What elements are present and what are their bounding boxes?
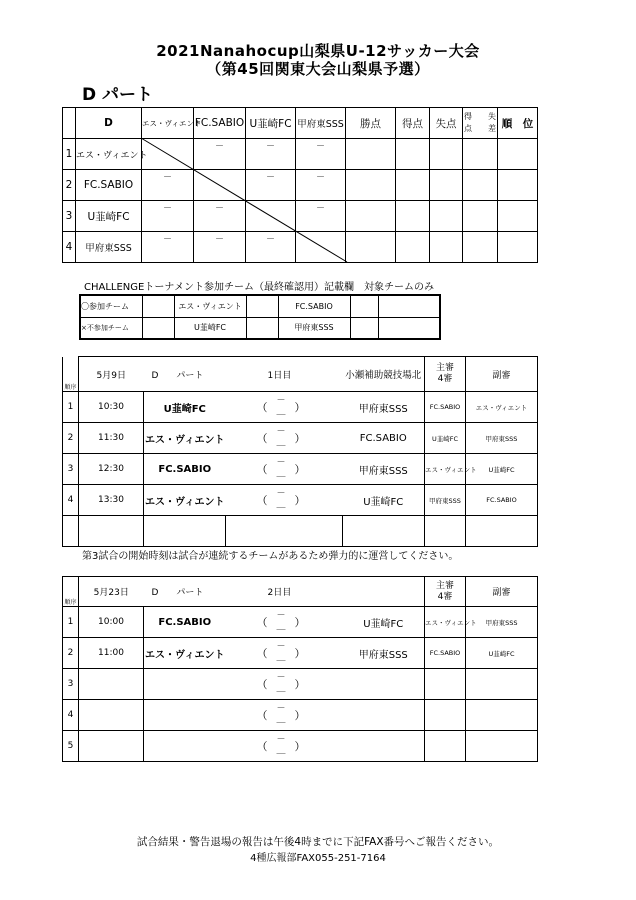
- dash: －: [265, 173, 275, 183]
- away-team: 甲府東SSS: [343, 638, 425, 669]
- referee: FC.SABIO: [425, 392, 466, 423]
- blank-cell: [466, 516, 538, 547]
- kickoff-time: [79, 700, 144, 731]
- match-no: 2: [63, 423, 79, 454]
- score-open-paren: （: [256, 740, 268, 753]
- rank-cell: [498, 170, 538, 201]
- score-dash-bottom: ＿: [276, 438, 286, 448]
- home-team: FC.SABIO: [144, 607, 226, 638]
- score-left[interactable]: [226, 454, 268, 485]
- match-date: 5月9日: [79, 357, 144, 392]
- score-right[interactable]: [295, 423, 343, 454]
- challenge-team: 甲府東SSS: [278, 317, 350, 339]
- score-mid[interactable]: [268, 638, 295, 669]
- home-team: [144, 731, 226, 762]
- score-dash-top: －: [276, 489, 286, 499]
- score-open-paren: （: [256, 463, 268, 476]
- day1-note: 第3試合の開始時刻は試合が連続するチームがあるため弾力的に運営してください。: [82, 551, 459, 562]
- day1-schedule: [62, 356, 538, 392]
- assistant: U韮崎FC: [466, 638, 538, 669]
- referee: [425, 669, 466, 700]
- referee: [425, 731, 466, 762]
- blank-cell: [343, 516, 425, 547]
- home-team: U韮崎FC: [144, 392, 226, 423]
- match-no: 4: [63, 485, 79, 516]
- kickoff-time: 11:00: [79, 638, 144, 669]
- challenge-team: U韮崎FC: [174, 317, 246, 339]
- match-no: 4: [63, 700, 79, 731]
- empty-cell: [378, 317, 440, 339]
- score-dash-bottom: ＿: [276, 653, 286, 663]
- kickoff-time: [79, 669, 144, 700]
- referee-header: [425, 357, 466, 392]
- blank-cell: [425, 516, 466, 547]
- col-header-team-3: U韮崎FC: [246, 108, 296, 139]
- score-left[interactable]: [226, 731, 268, 762]
- assistant: FC.SABIO: [466, 485, 538, 516]
- part-label: D パート: [82, 85, 154, 105]
- kickoff-time: 10:00: [79, 607, 144, 638]
- referee: [425, 700, 466, 731]
- assistant: U韮崎FC: [466, 454, 538, 485]
- check-cell[interactable]: [142, 317, 174, 339]
- goals-for-cell: [396, 139, 430, 170]
- score-left[interactable]: [226, 485, 268, 516]
- home-team: [144, 700, 226, 731]
- dash: －: [162, 204, 172, 214]
- kickoff-time: 10:30: [79, 392, 144, 423]
- away-team: [343, 669, 425, 700]
- assistant-header: 副審: [466, 357, 538, 392]
- score-dash-bottom: ＿: [276, 622, 286, 632]
- goal-diff-cell: [463, 139, 498, 170]
- score-right[interactable]: [295, 669, 343, 700]
- footer-line-1: 試合結果・警告退場の報告は午後4時までに下記FAX番号へご報告ください。: [136, 836, 500, 848]
- points-cell: [346, 139, 396, 170]
- footer-line-2: 4種広報部FAX055-251-7164: [250, 853, 386, 864]
- row-no: 4: [63, 232, 76, 263]
- goals-for-cell: [396, 201, 430, 232]
- score-dash-top: －: [276, 642, 286, 652]
- score-dash-bottom: ＿: [276, 715, 286, 725]
- away-team: U韮崎FC: [343, 485, 425, 516]
- title-line-1: 2021Nanahocup山梨県U-12サッカー大会: [156, 42, 480, 60]
- match-no: 1: [63, 392, 79, 423]
- assistant: エス・ヴィエント: [466, 392, 538, 423]
- score-left[interactable]: [226, 669, 268, 700]
- score-mid[interactable]: [268, 392, 295, 423]
- score-open-paren: （: [256, 647, 268, 660]
- dash: －: [315, 173, 325, 183]
- col-header-goals-against: 失点: [430, 108, 463, 139]
- referee-header: [425, 577, 466, 607]
- goal-diff-bottom: 点 差: [464, 124, 496, 133]
- away-team: FC.SABIO: [343, 423, 425, 454]
- score-right[interactable]: [295, 485, 343, 516]
- score-dash-bottom: ＿: [276, 684, 286, 694]
- rank-cell: [498, 232, 538, 263]
- score-dash-top: －: [276, 704, 286, 714]
- col-header-goals-for: 得点: [396, 108, 430, 139]
- score-close-paren: ）: [294, 463, 306, 476]
- kickoff-time: 12:30: [79, 454, 144, 485]
- referee-top: 主審: [436, 580, 455, 591]
- score-left[interactable]: [226, 607, 268, 638]
- blank-cell: [144, 516, 226, 547]
- diagonal-line: [141, 138, 347, 262]
- rank-cell: [498, 201, 538, 232]
- score-left[interactable]: [226, 700, 268, 731]
- score-close-paren: ）: [294, 616, 306, 629]
- col-header-points: 勝点: [346, 108, 396, 139]
- match-part: D パート: [144, 577, 268, 607]
- kickoff-time: 11:30: [79, 423, 144, 454]
- dash: －: [315, 204, 325, 214]
- venue: 小瀬補助競技場北: [343, 357, 425, 392]
- score-open-paren: （: [256, 494, 268, 507]
- check-cell[interactable]: [350, 317, 378, 339]
- match-no: 3: [63, 454, 79, 485]
- dash: －: [265, 235, 275, 245]
- dash: －: [214, 204, 224, 214]
- dash: －: [214, 235, 224, 245]
- score-right[interactable]: [295, 607, 343, 638]
- score-right[interactable]: [295, 454, 343, 485]
- points-cell: [346, 201, 396, 232]
- referee: エス・ヴィエント: [425, 607, 466, 638]
- match-part: D パート: [144, 357, 268, 392]
- score-left[interactable]: [226, 392, 268, 423]
- points-cell: [346, 232, 396, 263]
- col-header-team-1: エス・ヴィエント: [142, 108, 194, 139]
- referee-bottom: 4審: [437, 374, 453, 384]
- challenge-team: エス・ヴィエント: [174, 295, 246, 317]
- goal-diff-cell: [463, 232, 498, 263]
- score-dash-bottom: ＿: [276, 407, 286, 417]
- empty-cell: [378, 295, 440, 317]
- referee-top: 主審: [436, 363, 455, 373]
- score-mid[interactable]: [268, 731, 295, 762]
- home-team: エス・ヴィエント: [144, 485, 226, 516]
- score-dash-bottom: ＿: [276, 469, 286, 479]
- row-no: 2: [63, 170, 76, 201]
- check-cell[interactable]: [350, 295, 378, 317]
- match-day: 1日目: [268, 357, 343, 392]
- score-left[interactable]: [226, 423, 268, 454]
- referee: FC.SABIO: [425, 638, 466, 669]
- score-open-paren: （: [256, 709, 268, 722]
- venue-blank: [343, 577, 425, 607]
- away-team: U韮崎FC: [343, 607, 425, 638]
- goals-against-cell: [430, 201, 463, 232]
- score-close-paren: ）: [294, 432, 306, 445]
- title-line-2: （第45回関東大会山梨県予選）: [206, 60, 430, 78]
- referee-bottom: 4審: [437, 591, 453, 602]
- assistant: 甲府東SSS: [466, 423, 538, 454]
- match-date: 5月23日: [79, 577, 144, 607]
- day2-schedule: [62, 576, 538, 607]
- row-team-name: エス・ヴィエント: [76, 139, 142, 170]
- score-open-paren: （: [256, 432, 268, 445]
- blank-row: [63, 516, 538, 547]
- home-team: エス・ヴィエント: [144, 638, 226, 669]
- score-mid[interactable]: [268, 454, 295, 485]
- away-team: [343, 731, 425, 762]
- score-close-paren: ）: [294, 401, 306, 414]
- score-mid[interactable]: [268, 485, 295, 516]
- match-no: 2: [63, 638, 79, 669]
- score-close-paren: ）: [294, 494, 306, 507]
- challenge-caption: CHALLENGEトーナメント参加チーム（最終確認用）記載欄 対象チームのみ: [84, 282, 434, 293]
- dash: －: [162, 235, 172, 245]
- score-dash-top: －: [276, 673, 286, 683]
- score-right[interactable]: [295, 700, 343, 731]
- score-dash-top: －: [276, 611, 286, 621]
- score-close-paren: ）: [294, 709, 306, 722]
- score-mid[interactable]: [268, 607, 295, 638]
- match-no: 1: [63, 607, 79, 638]
- goal-diff-cell: [463, 170, 498, 201]
- score-mid[interactable]: [268, 423, 295, 454]
- dash: －: [214, 142, 224, 152]
- col-header-team-4: 甲府東SSS: [296, 108, 346, 139]
- match-day: 2日目: [268, 577, 343, 607]
- not-participate-label: ×不参加チーム: [80, 317, 142, 339]
- goals-for-cell: [396, 170, 430, 201]
- day2-rows: [62, 606, 538, 762]
- challenge-team: FC.SABIO: [278, 295, 350, 317]
- kickoff-time: 13:30: [79, 485, 144, 516]
- goals-against-cell: [430, 232, 463, 263]
- assistant: [466, 731, 538, 762]
- referee: エス・ヴィエント: [425, 454, 466, 485]
- goals-against-cell: [430, 170, 463, 201]
- blank-cell: [79, 516, 144, 547]
- away-team: [343, 700, 425, 731]
- order-label: 順序: [63, 357, 79, 392]
- group-label: D: [76, 108, 142, 139]
- challenge-table: [79, 294, 441, 340]
- score-dash-bottom: ＿: [276, 500, 286, 510]
- assistant: [466, 669, 538, 700]
- row-team-name: FC.SABIO: [76, 170, 142, 201]
- away-team: 甲府東SSS: [343, 392, 425, 423]
- check-cell[interactable]: [142, 295, 174, 317]
- referee: U韮崎FC: [425, 423, 466, 454]
- participate-label: 〇参加チーム: [80, 295, 142, 317]
- score-dash-top: －: [276, 427, 286, 437]
- row-no: 1: [63, 139, 76, 170]
- home-team: [144, 669, 226, 700]
- blank-cell: [226, 516, 343, 547]
- check-cell[interactable]: [246, 317, 278, 339]
- score-dash-top: －: [276, 735, 286, 745]
- referee: 甲府東SSS: [425, 485, 466, 516]
- row-team-name: U韮崎FC: [76, 201, 142, 232]
- score-dash-top: －: [276, 396, 286, 406]
- dash: －: [315, 142, 325, 152]
- order-label: 順序: [63, 577, 79, 607]
- dash: －: [162, 173, 172, 183]
- score-mid[interactable]: [268, 669, 295, 700]
- corner-blank: [63, 108, 76, 139]
- assistant-header: 副審: [466, 577, 538, 607]
- score-right[interactable]: [295, 638, 343, 669]
- row-team-name: 甲府東SSS: [76, 232, 142, 263]
- goal-diff-cell: [463, 201, 498, 232]
- kickoff-time: [79, 731, 144, 762]
- score-close-paren: ）: [294, 678, 306, 691]
- score-open-paren: （: [256, 678, 268, 691]
- blank-cell: [63, 516, 79, 547]
- goal-diff-top: 得 失: [464, 112, 496, 121]
- score-open-paren: （: [256, 616, 268, 629]
- goals-against-cell: [430, 139, 463, 170]
- points-cell: [346, 170, 396, 201]
- score-right[interactable]: [295, 392, 343, 423]
- rank-cell: [498, 139, 538, 170]
- score-close-paren: ）: [294, 740, 306, 753]
- score-right[interactable]: [295, 731, 343, 762]
- check-cell[interactable]: [246, 295, 278, 317]
- score-close-paren: ）: [294, 647, 306, 660]
- col-header-rank: 順 位: [498, 108, 538, 139]
- score-open-paren: （: [256, 401, 268, 414]
- match-no: 5: [63, 731, 79, 762]
- day1-rows: [62, 391, 538, 547]
- away-team: 甲府東SSS: [343, 454, 425, 485]
- score-mid[interactable]: [268, 700, 295, 731]
- assistant: 甲府東SSS: [466, 607, 538, 638]
- dash: －: [265, 142, 275, 152]
- score-dash-bottom: ＿: [276, 746, 286, 756]
- goals-for-cell: [396, 232, 430, 263]
- home-team: エス・ヴィエント: [144, 423, 226, 454]
- score-left[interactable]: [226, 638, 268, 669]
- home-team: FC.SABIO: [144, 454, 226, 485]
- col-header-team-2: FC.SABIO: [194, 108, 246, 139]
- col-header-goal-diff: [463, 108, 498, 139]
- assistant: [466, 700, 538, 731]
- row-no: 3: [63, 201, 76, 232]
- match-no: 3: [63, 669, 79, 700]
- score-dash-top: －: [276, 458, 286, 468]
